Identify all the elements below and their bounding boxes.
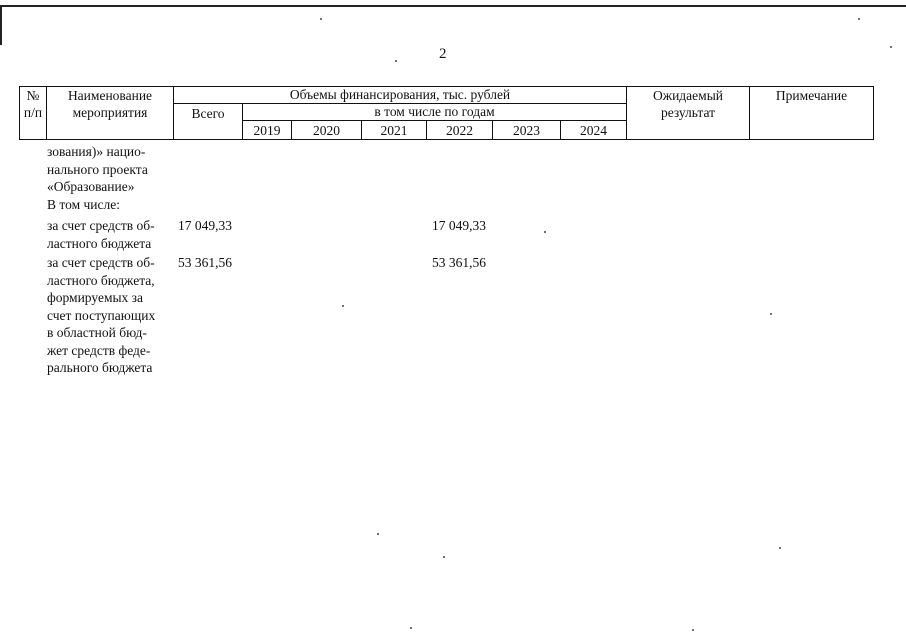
federal-total: 53 361,56 [178, 255, 232, 270]
header-num-sub: п/п [23, 105, 43, 120]
text-line: за счет средств об- [47, 218, 155, 233]
scan-speck [692, 629, 694, 631]
text-line: счет поступающих [47, 307, 156, 323]
header-num: № [26, 88, 40, 103]
scan-speck [377, 533, 379, 535]
including-label: В том числе: [47, 197, 120, 212]
page-frame-top [0, 5, 906, 7]
header-funding: Объемы финансирования, тыс. рублей [289, 87, 511, 102]
header-name-sub: мероприятия [72, 105, 148, 120]
header-year-2020: 2020 [313, 123, 340, 138]
scan-speck [443, 556, 445, 558]
header-year-2024: 2024 [580, 123, 607, 138]
text-line: в областной бюд- [47, 325, 147, 340]
scan-speck [342, 305, 344, 307]
scan-speck [770, 313, 772, 315]
header-year-2023: 2023 [513, 123, 540, 138]
scan-speck [320, 18, 322, 20]
text-line: нального проекта [47, 161, 148, 177]
text-line: рального бюджета [47, 360, 153, 375]
text-line: ластного бюджета [47, 235, 152, 251]
header-total: Всего [191, 106, 225, 121]
header-result: Ожидаемый [653, 88, 723, 103]
federal-budget-label [47, 254, 169, 377]
page-frame-left [0, 5, 2, 45]
header-year-2021: 2021 [380, 123, 408, 138]
regional-budget-label [47, 217, 169, 252]
regional-2022: 17 049,33 [432, 218, 486, 233]
page-number: 2 [439, 46, 447, 62]
text-line: жет средств феде- [47, 342, 151, 358]
financing-table-header [19, 86, 874, 140]
scan-speck [890, 46, 892, 48]
header-note: Примечание [775, 88, 848, 103]
text-line: формируемых за [47, 290, 144, 305]
header-by-years: в том числе по годам [374, 104, 495, 119]
scan-speck [395, 60, 397, 62]
text-line: зования)» нацио- [47, 144, 146, 159]
scan-speck [410, 627, 412, 629]
federal-2022: 53 361,56 [432, 255, 486, 270]
scan-speck [858, 18, 860, 20]
header-year-2019: 2019 [253, 123, 281, 138]
header-name: Наименование [67, 88, 153, 103]
text-line: «Образование» [47, 179, 135, 194]
header-result-sub: результат [660, 105, 716, 120]
text-line: за счет средств об- [47, 255, 155, 270]
header-year-2022: 2022 [446, 123, 473, 138]
scan-speck [544, 231, 546, 233]
regional-total: 17 049,33 [178, 218, 232, 233]
continuation-text [47, 143, 169, 196]
scan-speck [779, 547, 781, 549]
text-line: ластного бюджета, [47, 272, 155, 288]
